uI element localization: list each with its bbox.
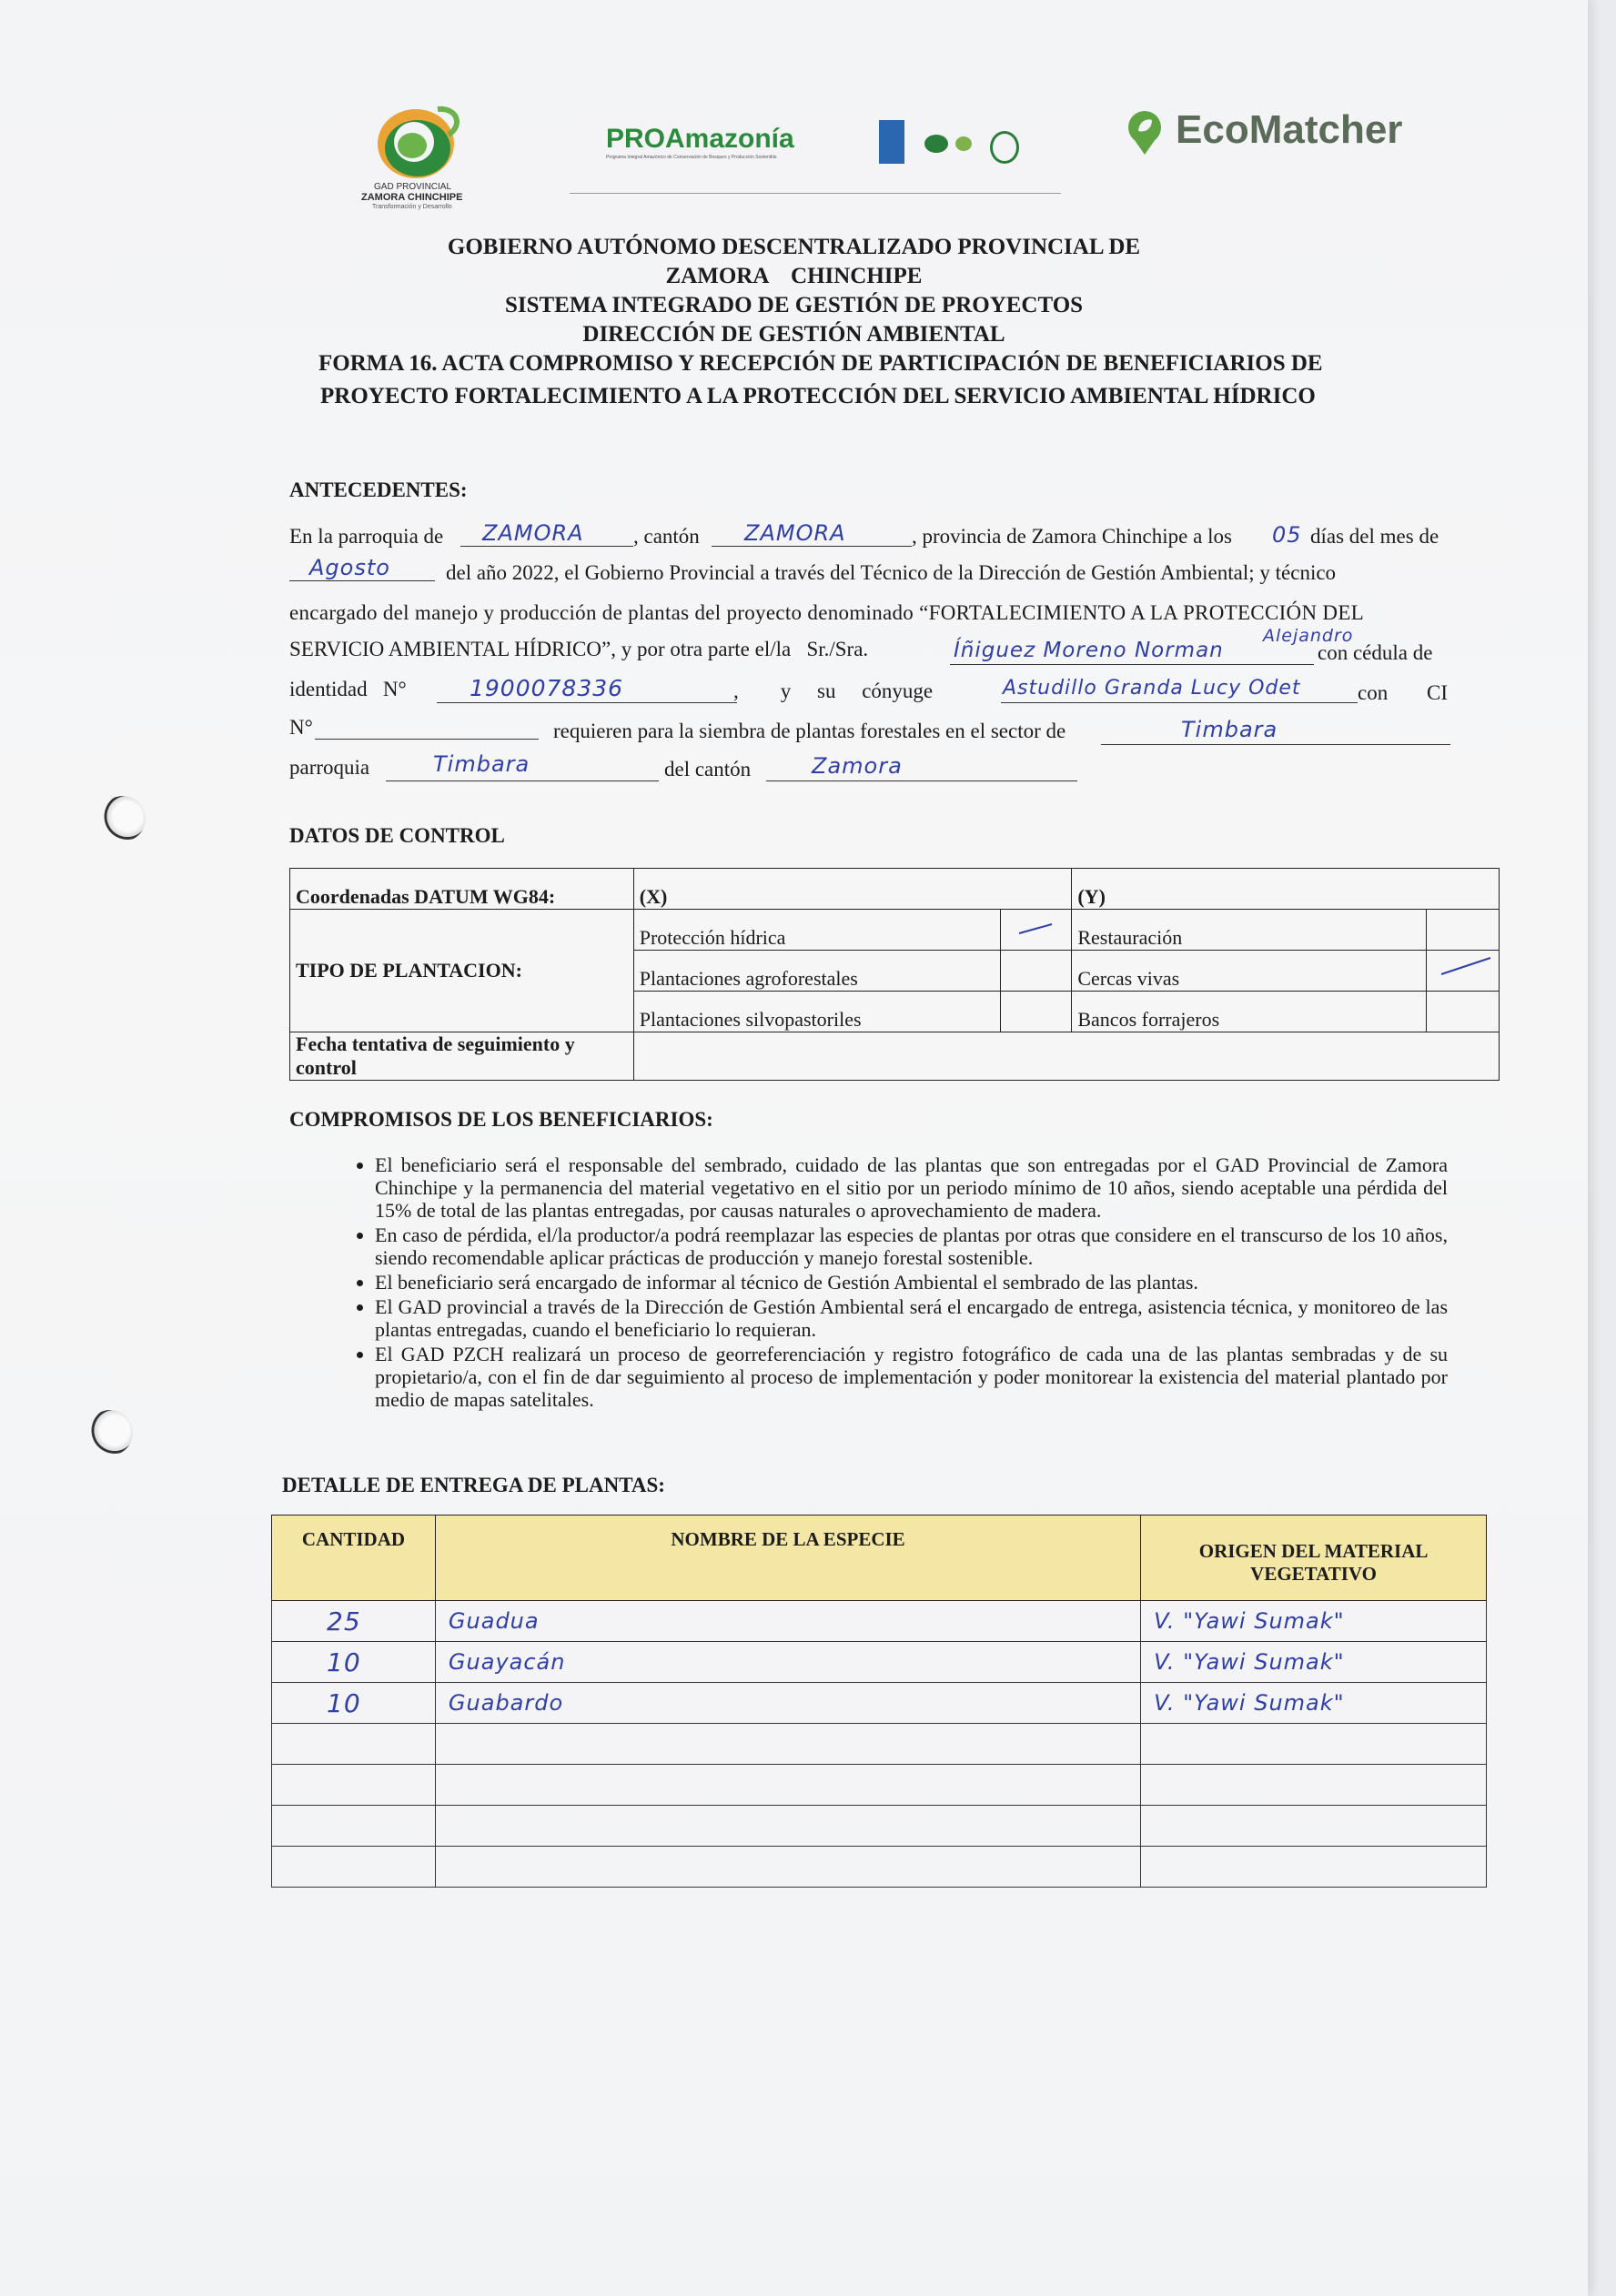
text-conyuge: , y su cónyuge [733,680,934,702]
entrega-heading: DETALLE DE ENTREGA DE PLANTAS: [282,1474,665,1496]
check-proteccion-hidrica[interactable] [1001,910,1072,951]
compromiso-item: • El beneficiario será encargado de informar al técnico de Gestión Ambiental el sembrado de las plantas. [375,1271,1448,1294]
text-provincia: , provincia de Zamora Chinchipe a los [912,525,1232,548]
cell-cantidad[interactable] [272,1806,436,1847]
checkmark-icon [1017,922,1054,937]
table-row [272,1601,1487,1642]
text-anio: del año 2022, el Gobierno Provincial a través del Técnico de la Dirección de Gestión Ambiental; y técnico [446,561,1337,584]
text-servicio: SERVICIO AMBIENTAL HÍDRICO”, y por otra parte el/la Sr./Sra. [289,638,869,660]
gad-logo-subtitle: ZAMORA CHINCHIPE [361,192,463,203]
leaf-pin-icon [1125,109,1165,156]
proamazonia-logo-subtitle: Programa Integral Amazónico de Conservación de Bosques y Producción Sostenible [606,155,777,160]
compromisos-heading: COMPROMISOS DE LOS BENEFICIARIOS: [289,1108,713,1131]
partner-logo-icon [924,135,948,153]
opt-proteccion-hidrica: Protección hídrica [633,910,1001,951]
header-line-5: FORMA 16. ACTA COMPROMISO Y RECEPCIÓN DE PARTICIPACIÓN DE BENEFICIARIOS DE [318,351,1323,376]
fecha-label: Fecha tentativa de seguimiento y control [290,1032,634,1081]
header-line-2: ZAMORA CHINCHIPE [665,264,923,288]
header-line-1: GOBIERNO AUTÓNOMO DESCENTRALIZADO PROVINCIAL DE [447,235,1141,259]
text-parroquia: En la parroquia de [289,525,444,548]
compromisos-list [333,1153,1448,1413]
checkmark-icon [1439,956,1494,978]
opt-bancos-forrajeros: Bancos forrajeros [1072,992,1427,1032]
opt-silvopastoriles: Plantaciones silvopastoriles [633,992,1001,1032]
text-no: N° [289,716,313,739]
table-row [272,1806,1487,1847]
cell-especie[interactable]: Guabardo [435,1683,1140,1724]
field-beneficiario[interactable]: Íñiguez Moreno Norman [954,639,1224,662]
gad-logo-tagline: Transformación y Desarrollo [372,204,452,210]
cell-origen[interactable] [1141,1806,1487,1847]
header-line-4: DIRECCIÓN DE GESTIÓN AMBIENTAL [582,322,1005,347]
field-parroquia[interactable]: ZAMORA [482,520,584,546]
text-encargado: encargado del manejo y producción de plantas del proyecto denominado “FORTALECIMIENTO A LA PROTECCIÓN DEL [289,601,1365,624]
undp-logo-icon [879,120,904,164]
proamazonia-logo [606,124,838,161]
cell-origen[interactable] [1141,1724,1487,1765]
cell-especie[interactable]: Guayacán [435,1642,1140,1683]
compromiso-item: • El GAD provincial a través de la Dirección de Gestión Ambiental será el encargado de entrega, asistencia técnica, y monitoreo de las plantas entregadas, cuando el beneficiario lo requieran. [375,1295,1448,1341]
text-canton: , cantón [633,525,700,548]
proamazonia-logo-text: PROAmazonía [606,124,794,154]
text-identidad: identidad N° [289,678,407,700]
cell-origen[interactable]: V. "Yawi Sumak" [1141,1601,1487,1642]
text-delcanton: del cantón [664,758,752,780]
check-restauracion[interactable] [1427,910,1500,951]
check-silvopastoriles[interactable] [1001,992,1072,1032]
text-cedula: con cédula de [1318,641,1433,664]
cell-especie[interactable] [435,1765,1140,1806]
gad-logo-text: GAD PROVINCIAL [374,182,452,192]
ecomatcher-logo-text: EcoMatcher [1176,107,1403,152]
header-line-3: SISTEMA INTEGRADO DE GESTIÓN DE PROYECTOS [504,293,1084,317]
cell-cantidad[interactable] [272,1724,436,1765]
cell-origen[interactable]: V. "Yawi Sumak" [1141,1683,1487,1724]
compromiso-item: • En caso de pérdida, el/la productor/a podrá reemplazar las especies de plantas por otras que considere en el transcurso de los 10 años, siendo recomendable aplicar prácticas de producción y manejo forestal sostenible. [375,1224,1448,1269]
plants-table [271,1515,1487,1888]
field-canton2[interactable]: Zamora [812,753,903,779]
punch-hole-bottom [87,1410,133,1455]
text-con: con [1358,681,1389,704]
punch-hole-top [100,796,146,841]
opt-cercas-vivas: Cercas vivas [1072,951,1427,992]
check-agroforestales[interactable] [1001,951,1072,992]
table-row [272,1724,1487,1765]
control-heading: DATOS DE CONTROL [289,824,505,847]
coord-y[interactable]: (Y) [1072,869,1500,910]
cell-especie[interactable] [435,1724,1140,1765]
compromiso-item: • El GAD PZCH realizará un proceso de georreferenciación y registro fotográfico de cada una de las plantas sembradas y de su propietario/a, con el fin de dar seguimiento al proceso de implementación y poder monitorear la existencia del material plantado por medio de mapas satelitales. [375,1343,1448,1411]
table-row [272,1847,1487,1888]
field-canton[interactable]: ZAMORA [744,520,846,546]
col-origen: ORIGEN DEL MATERIAL VEGETATIVO [1141,1516,1487,1601]
table-row [272,1683,1487,1724]
coord-label: Coordenadas DATUM WG84: [290,869,634,910]
coord-x[interactable]: (X) [633,869,1072,910]
opt-agroforestales: Plantaciones agroforestales [633,951,1001,992]
header-line-6: PROYECTO FORTALECIMIENTO A LA PROTECCIÓN DEL SERVICIO AMBIENTAL HÍDRICO [320,384,1316,408]
text-ci: CI [1427,681,1448,704]
table-row [272,1642,1487,1683]
check-bancos-forrajeros[interactable] [1427,992,1500,1032]
cell-especie[interactable] [435,1806,1140,1847]
cell-origen[interactable] [1141,1847,1487,1888]
cell-cantidad[interactable]: 10 [272,1683,436,1724]
cell-cantidad[interactable]: 10 [272,1642,436,1683]
cell-especie[interactable] [435,1847,1140,1888]
field-cedula[interactable]: 1900078336 [470,675,624,701]
cell-origen[interactable]: V. "Yawi Sumak" [1141,1642,1487,1683]
text-requieren: requieren para la siembra de plantas forestales en el sector de [553,720,1066,742]
field-parroquia2[interactable]: Timbara [433,751,530,777]
field-conyuge[interactable]: Astudillo Granda Lucy Odet [1003,677,1301,700]
text-parroquia2: parroquia [289,756,370,779]
table-row [272,1765,1487,1806]
field-mes[interactable]: Agosto [309,555,390,580]
cell-cantidad[interactable]: 25 [272,1601,436,1642]
col-cantidad: CANTIDAD [272,1516,436,1601]
cell-cantidad[interactable] [272,1847,436,1888]
field-dia[interactable]: 05 [1272,522,1302,548]
field-sector[interactable]: Timbara [1181,717,1278,742]
compromiso-item: • El beneficiario será el responsable del sembrado, cuidado de las plantas que son entregadas por el GAD Provincial de Zamora Chinchipe y la permanencia del material vegetativo en el sitio por un periodo mínimo de 10 años, siendo aceptable una pérdida del 15% de total de las plantas entregadas, por causas naturales o aprovechamiento de madera. [375,1153,1448,1222]
tipo-label: TIPO DE PLANTACION: [290,910,634,1032]
antecedentes-heading: ANTECEDENTES: [289,478,468,501]
cell-cantidad[interactable] [272,1765,436,1806]
cell-especie[interactable]: Guadua [435,1601,1140,1642]
opt-restauracion: Restauración [1072,910,1427,951]
check-cercas-vivas[interactable] [1427,951,1500,992]
gef-logo-icon [990,131,1019,164]
gad-logo [359,98,505,212]
cell-origen[interactable] [1141,1765,1487,1806]
fecha-field[interactable] [633,1032,1499,1081]
field-beneficiario-extra[interactable]: Alejandro [1263,626,1354,646]
col-especie: NOMBRE DE LA ESPECIE [435,1516,1140,1601]
gcf-logo-icon [955,136,972,151]
text-dias: días del mes de [1310,525,1439,548]
control-table [289,868,1500,1081]
